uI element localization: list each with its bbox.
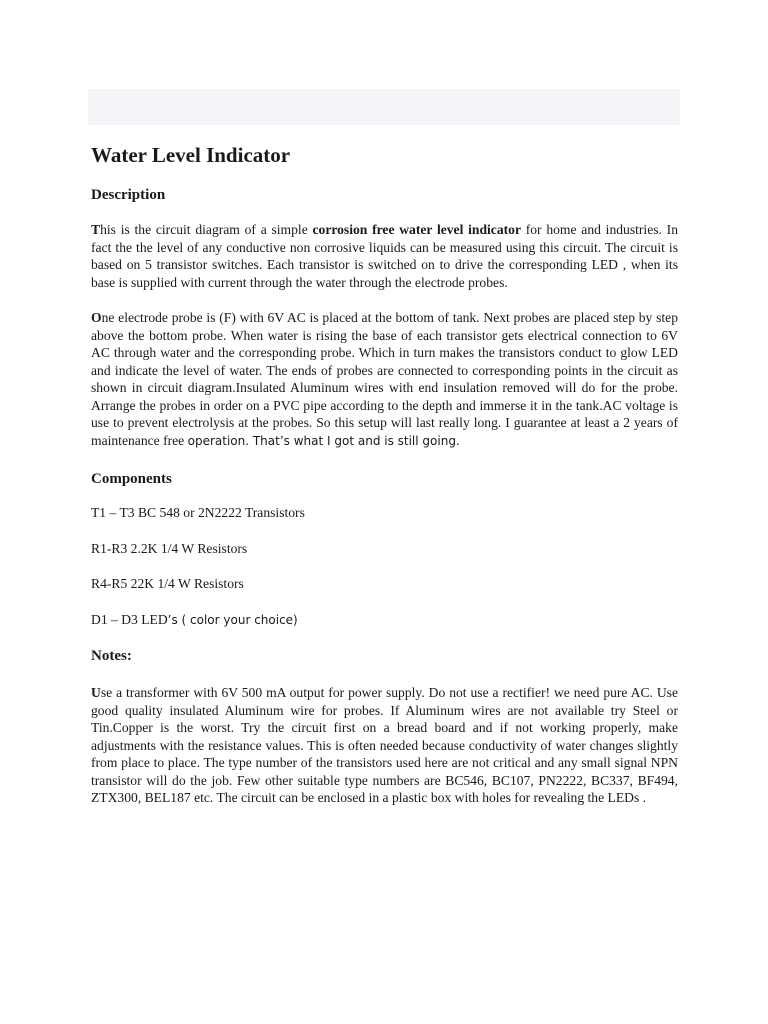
emphasized-text: corrosion free water level indicator	[312, 222, 521, 237]
paragraph-text: se a transformer with 6V 500 mA output for power supply. Do not use a rectifier! we need pure AC. Use good quality insulated Aluminum wire for probes. If Aluminum wires are not available try Steel or Tin.Copper is the worst. Try the circuit first on a bread board and if not working properly, make adjustments with the resistance values. This is often needed because conductivity of water changes slightly from place to place. The type number of the transistors used here are not critical and any small signal NPN transistor will do the job. Few other suitable type numbers are BC546, BC107, PN2222, BC337, BF494, ZTX300, BEL187 etc. The circuit can be enclosed in a plastic box with holes for revealing the LEDs .	[91, 685, 678, 805]
document-body	[91, 140, 678, 807]
top-banner	[88, 89, 680, 125]
paragraph-text: his is the circuit diagram of a simple	[100, 222, 313, 237]
list-item	[91, 540, 678, 559]
description-heading: Description	[91, 187, 166, 203]
description-paragraph-2	[91, 309, 678, 450]
list-item	[91, 611, 678, 630]
components-list	[91, 504, 678, 629]
component-text: R1-R3 2.2K 1/4 W Resistors	[91, 540, 248, 556]
drop-letter: O	[91, 310, 102, 325]
list-item	[91, 575, 678, 594]
drop-letter: U	[91, 685, 101, 700]
paragraph-text: for home and industries. In fact the the level of any conductive non corrosive liquids can be measured using this circuit. The circuit is based on 5 transistor switches. Each transistor is switched on to drive the corresponding LED , when its base is supplied with current through the water through the electrode probes.	[91, 222, 678, 290]
page-title: Water Level Indicator	[91, 143, 291, 167]
notes-heading: Notes:	[91, 648, 132, 664]
drop-letter: T	[91, 222, 101, 237]
component-text: R4-R5 22K 1/4 W Resistors	[91, 576, 244, 591]
component-text: D1 – D3 LED	[91, 611, 168, 627]
component-tail: ’s ( color your choice)	[167, 612, 298, 627]
component-text: T1 – T3 BC 548 or 2N2222 Transistors	[91, 505, 305, 520]
list-item	[91, 504, 678, 523]
paragraph-tail-text: operation. That’s what I got and is still going.	[187, 433, 460, 448]
components-heading: Components	[91, 471, 172, 487]
paragraph-text: ne electrode probe is (F) with 6V AC is placed at the bottom of tank. Next probes are placed step by step above the bottom probe. When water is rising the base of each transistor gets electrical connection to 6V AC through water and the corresponding probe. Which in turn makes the transistors conduct to glow LED and indicate the level of water. The ends of probes are connected to corresponding points in the circuit as shown in circuit diagram.Insulated Aluminum wires with end insulation removed will do for the probe. Arrange the probes in order on a PVC pipe according to the depth and immerse it in the tank.AC voltage is use to prevent electrolysis at the probes. So this setup will last really long. I guarantee at least a 2 years of maintenance free	[91, 310, 678, 448]
description-paragraph-1	[91, 221, 678, 291]
notes-paragraph	[91, 684, 678, 807]
